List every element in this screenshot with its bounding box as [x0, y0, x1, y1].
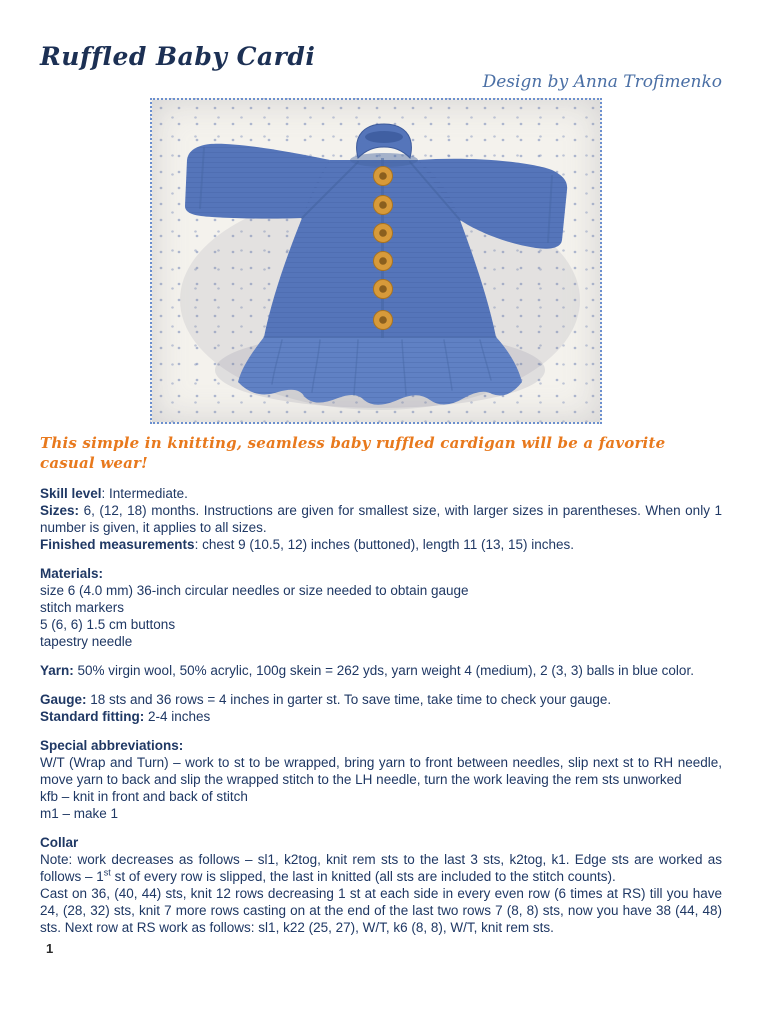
collar-opening	[365, 131, 403, 143]
gauge-text: 18 sts and 36 rows = 4 inches in garter st. To save time, take time to check your gauge.	[86, 692, 612, 707]
intro-paragraph	[40, 485, 722, 553]
collar-instructions: Cast on 36, (40, 44) sts, knit 12 rows decreasing 1 st at each side in every even row (6 times at RS) till you have 24, (28, 32) sts, knit 7 more rows casting on at the end of the last two rows 7 (8, 8) sts, now you have 38 (44, 48) sts. Next row at RS work as follows: sl1, k22 (25, 27), W/T, k6 (8, 8), W/T, knit rem sts.	[40, 886, 722, 935]
byline: Design by Anna Trofimenko	[482, 72, 722, 92]
gauge-paragraph	[40, 691, 722, 725]
materials-item: 5 (6, 6) 1.5 cm buttons	[40, 617, 176, 632]
materials-item: stitch markers	[40, 600, 125, 615]
yarn-label: Yarn:	[40, 663, 74, 678]
collar-section	[40, 834, 722, 936]
materials-heading: Materials:	[40, 566, 104, 581]
yarn-paragraph	[40, 662, 722, 679]
abbreviation-wt: W/T (Wrap and Turn) – work to st to be wrapped, bring yarn to front between needles, slip next st to RH needle, move yarn to back and slip the wrapped stitch to the LH needle, turn the work leaving the rem sts unworked	[40, 755, 722, 787]
cardigan-photo	[150, 98, 602, 424]
materials-item: tapestry needle	[40, 634, 133, 649]
finished-measurements-text: : chest 9 (10.5, 12) inches (buttoned), length 11 (13, 15) inches.	[194, 537, 575, 552]
skill-level-label: Skill level	[40, 486, 102, 501]
sizes-text: 6, (12, 18) months. Instructions are given for smallest size, with larger sizes in parentheses. When only 1 number is given, it applies to all sizes.	[40, 503, 722, 535]
collar-heading: Collar	[40, 835, 79, 850]
collar-note-continued: st of every row is slipped, the last in knitted (all sts are included to the stitch counts).	[110, 869, 616, 884]
collar-note-superscript: st	[103, 867, 111, 878]
skill-level-text: : Intermediate.	[101, 486, 188, 501]
yarn-text: 50% virgin wool, 50% acrylic, 100g skein = 262 yds, yarn weight 4 (medium), 2 (3, 3) balls in blue color.	[73, 663, 694, 678]
standard-fitting-text: 2-4 inches	[144, 709, 211, 724]
cardigan-illustration	[152, 100, 602, 424]
abbreviations-section	[40, 737, 722, 822]
standard-fitting-label: Standard fitting:	[40, 709, 145, 724]
gauge-label: Gauge:	[40, 692, 87, 707]
materials-item: size 6 (4.0 mm) 36-inch circular needles or size needed to obtain gauge	[40, 583, 469, 598]
page-title: Ruffled Baby Cardi	[40, 42, 316, 71]
abbreviation-m1: m1 – make 1	[40, 806, 119, 821]
abbreviations-heading: Special abbreviations:	[40, 738, 184, 753]
materials-section	[40, 565, 722, 650]
tagline: This simple in knitting, seamless baby ruffled cardigan will be a favorite casual wear!	[40, 434, 666, 472]
abbreviation-kfb: kfb – knit in front and back of stitch	[40, 789, 248, 804]
finished-measurements-label: Finished measurements	[40, 537, 195, 552]
collar-note: Note: work decreases as follows – sl1, k2tog, knit rem sts to the last 3 sts, k2tog, k1. Edge sts are worked as follows – 1	[40, 852, 722, 884]
sizes-label: Sizes:	[40, 503, 80, 518]
page-number: 1	[46, 941, 54, 956]
